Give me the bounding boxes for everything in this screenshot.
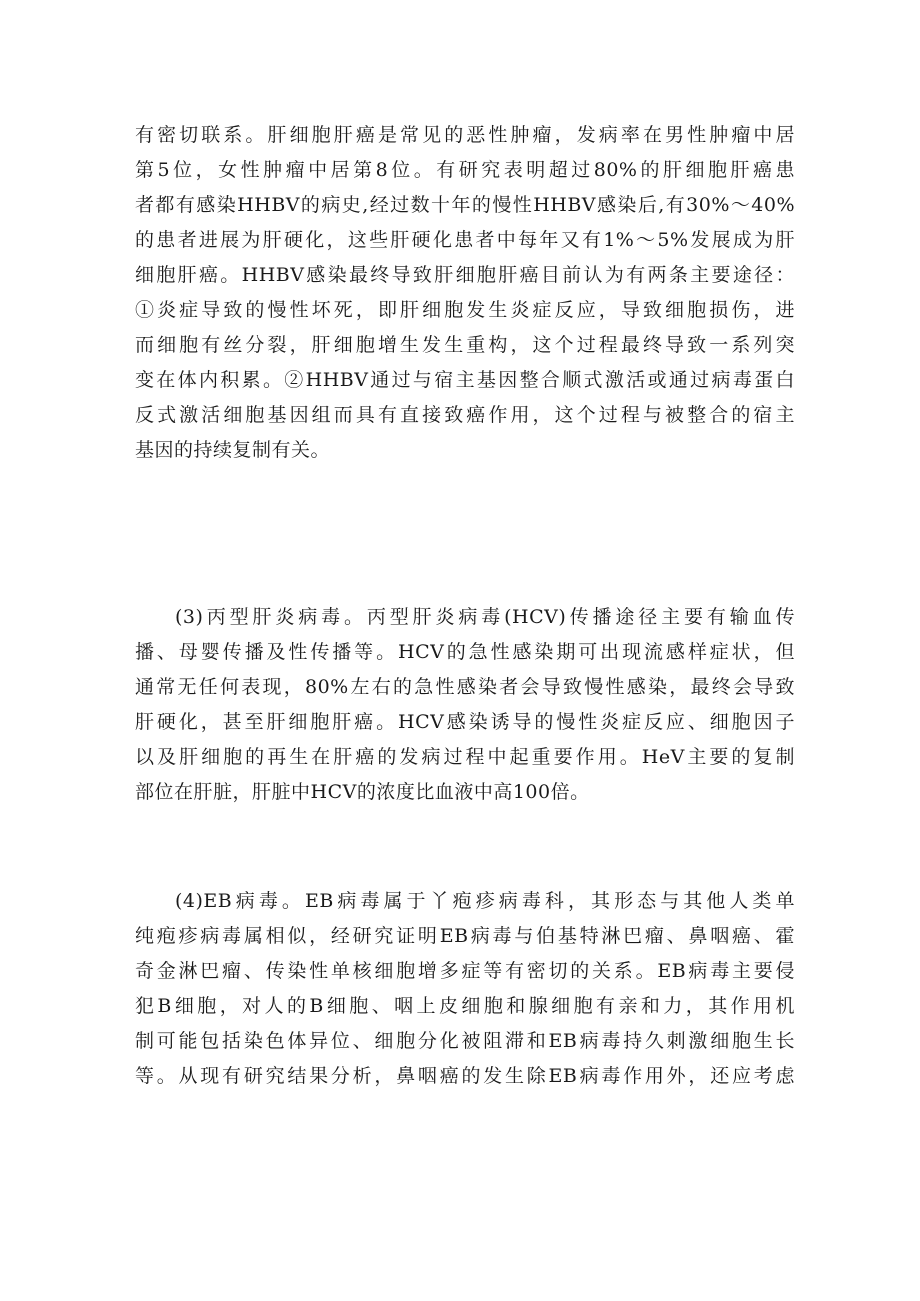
text-line: 细胞肝癌。HHBV感染最终导致肝细胞肝癌目前认为有两条主要途径： [135, 264, 795, 286]
text-line: 变在体内积累。②HHBV通过与宿主基因整合顺式激活或通过病毒蛋白 [135, 369, 795, 391]
text-line: 奇金淋巴瘤、传染性单核细胞增多症等有密切的关系。EB病毒主要侵 [135, 960, 795, 982]
text-line: 反式激活细胞基因组而具有直接致癌作用，这个过程与被整合的宿主 [135, 404, 795, 426]
text-line: 播、母婴传播及性传播等。HCV的急性感染期可出现流感样症状，但 [135, 641, 795, 663]
text-line: 纯疱疹病毒属相似，经研究证明EB病毒与伯基特淋巴瘤、鼻咽癌、霍 [135, 925, 795, 947]
text-line: 的患者进展为肝硬化，这些肝硬化患者中每年又有1%～5%发展成为肝 [135, 229, 795, 251]
text-line: 等。从现有研究结果分析，鼻咽癌的发生除EB病毒作用外，还应考虑 [135, 1065, 795, 1087]
text-line: 肝硬化，甚至肝细胞肝癌。HCV感染诱导的慢性炎症反应、细胞因子 [135, 711, 795, 733]
text-line: 者都有感染HHBV的病史,经过数十年的慢性HHBV感染后,有30%～40% [135, 194, 795, 216]
text-line: 部位在肝脏，肝脏中HCV的浓度比血液中高100倍。 [135, 781, 590, 803]
text-line: 以及肝细胞的再生在肝癌的发病过程中起重要作用。HeV主要的复制 [135, 746, 795, 768]
text-line: 第5位，女性肿瘤中居第8位。有研究表明超过80%的肝细胞肝癌患 [135, 159, 795, 181]
text-line: 而细胞有丝分裂，肝细胞增生发生重构，这个过程最终导致一系列突 [135, 334, 795, 356]
text-line: (3)丙型肝炎病毒。丙型肝炎病毒(HCV)传播途径主要有输血传 [175, 606, 795, 628]
text-line: (4)EB病毒。EB病毒属于丫疱疹病毒科，其形态与其他人类单 [175, 890, 795, 912]
text-line: 有密切联系。肝细胞肝癌是常见的恶性肿瘤，发病率在男性肿瘤中居 [135, 124, 795, 146]
text-line: 制可能包括染色体异位、细胞分化被阻滞和EB病毒持久刺激细胞生长 [135, 1030, 795, 1052]
text-line: 犯B细胞，对人的B细胞、咽上皮细胞和腺细胞有亲和力，其作用机 [135, 995, 795, 1017]
text-line: 通常无任何表现，80%左右的急性感染者会导致慢性感染，最终会导致 [135, 676, 795, 698]
paragraph-ebv [135, 884, 795, 1094]
text-line: 基因的持续复制有关。 [135, 439, 331, 461]
paragraph-hcv [135, 600, 795, 810]
paragraph-hbv [135, 118, 795, 468]
text-line: ①炎症导致的慢性坏死，即肝细胞发生炎症反应，导致细胞损伤，进 [135, 299, 795, 321]
